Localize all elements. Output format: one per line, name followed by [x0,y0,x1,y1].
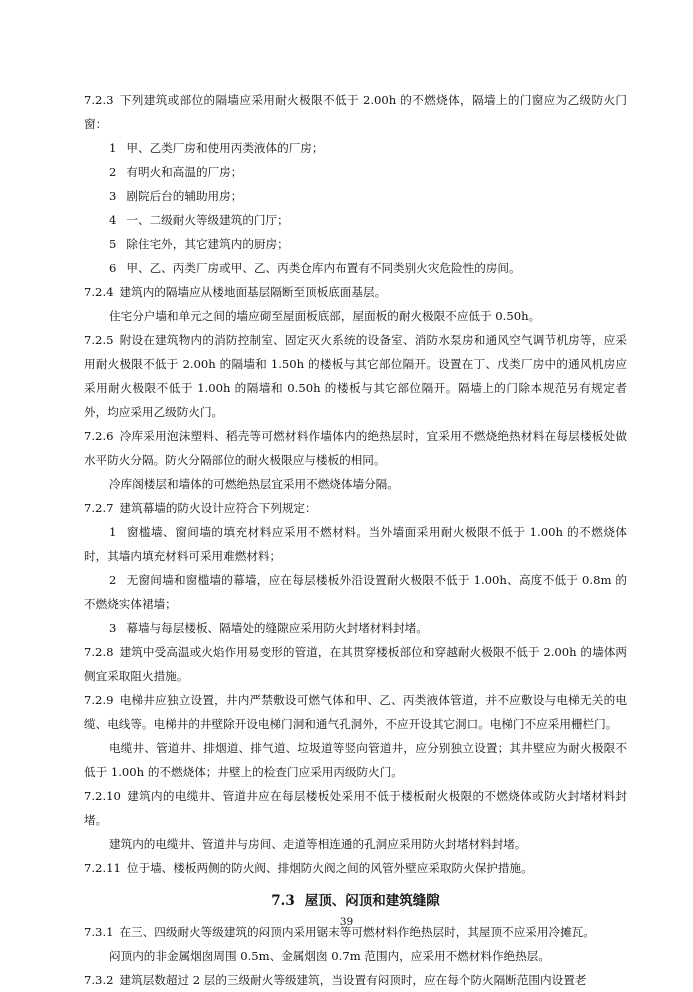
clause-7-2-8 [84,640,627,688]
clause-number: 7.2.7 [84,501,114,515]
clause-paragraph: 住宅分户墙和单元之间的墙应砌至屋面板底部，屋面板的耐火极限不应低于 0.50h。 [109,309,541,323]
clause-paragraph: 电缆井、管道井、排烟道、排气道、垃圾道等竖向管道井，应分别独立设置；其井壁应为耐火极限不低于 1.00h 的不燃烧体；井壁上的检查门应采用丙级防火门。 [84,741,627,779]
clause-number: 7.3.1 [84,925,114,939]
item-text: 剧院后台的辅助用房； [126,189,243,203]
list-item [84,160,627,184]
page-number: 39 [339,916,354,928]
item-text: 甲、乙、丙类厂房或甲、乙、丙类仓库内布置有不同类别火灾危险性的房间。 [126,261,521,275]
clause-7-2-9 [84,688,627,736]
item-number: 5 [109,237,117,251]
list-item [84,256,627,280]
clause-number: 7.2.10 [84,789,121,803]
item-text: 甲、乙类厂房和使用丙类液体的厂房； [126,141,324,155]
clause-text: 位于墙、楼板两侧的防火阀、排烟防火阀之间的风管外壁应采取防火保护措施。 [126,861,533,875]
item-number: 2 [109,165,117,179]
clause-text: 建筑幕墙的防火设计应符合下列规定： [119,501,317,515]
clause-text: 建筑内的隔墙应从楼地面基层隔断至顶板底面基层。 [119,285,387,299]
item-number: 4 [109,213,117,227]
clause-number: 7.3.2 [84,973,114,987]
clause-7-2-7 [84,496,627,520]
clause-7-3-2 [84,968,627,992]
item-text: 除住宅外，其它建筑内的厨房； [126,237,289,251]
list-item [84,184,627,208]
clause-number: 7.2.11 [84,861,121,875]
list-item [84,520,627,568]
item-text: 无窗间墙和窗槛墙的幕墙，应在每层楼板外沿设置耐火极限不低于 1.00h、高度不低于 0.8m 的不燃烧实体裙墙； [84,573,627,611]
item-number: 1 [109,141,117,155]
item-number: 2 [109,573,117,587]
item-number: 1 [109,525,117,539]
list-item [84,208,627,232]
clause-number: 7.2.5 [84,333,114,347]
clause-7-2-11 [84,856,627,880]
section-title-text: 屋顶、闷顶和建筑缝隙 [304,893,440,909]
list-item [84,136,627,160]
clause-text: 电梯井应独立设置，井内严禁敷设可燃气体和甲、乙、丙类液体管道，并不应敷设与电梯无关的电缆、电线等。电梯井的井壁除开设电梯门洞和通气孔洞外，不应开设其它洞口。电梯门不应采用栅栏门。 [84,693,627,731]
item-number: 6 [109,261,117,275]
clause-number: 7.2.8 [84,645,114,659]
clause-text: 下列建筑或部位的隔墙应采用耐火极限不低于 2.00h 的不燃烧体，隔墙上的门窗应为乙级防火门窗： [84,93,627,131]
clause-number: 7.2.4 [84,285,114,299]
clause-number: 7.2.3 [84,93,114,107]
section-number: 7.3 [271,893,295,909]
clause-number: 7.2.9 [84,693,114,707]
clause-paragraph: 冷库阁楼层和墙体的可燃绝热层宜采用不燃烧体墙分隔。 [109,477,399,491]
clause-number: 7.2.6 [84,429,114,443]
clause-text: 建筑内的电缆井、管道井应在每层楼板处采用不低于楼板耐火极限的不燃烧体或防火封堵材料封堵。 [84,789,627,827]
clause-7-2-6 [84,424,627,472]
clause-7-2-4 [84,280,627,304]
clause-paragraph: 建筑内的电缆井、管道井与房间、走道等相连通的孔洞应采用防火封堵材料封堵。 [109,837,527,851]
item-text: 窗槛墙、窗间墙的填充材料应采用不燃材料。当外墙面采用耐火极限不低于 1.00h 的不燃烧体时，其墙内填充材料可采用难燃材料； [84,525,627,563]
clause-text: 在三、四级耐火等级建筑的闷顶内采用锯末等可燃材料作绝热层时，其屋顶不应采用冷摊瓦。 [119,925,595,939]
section-heading [84,888,627,914]
item-text: 幕墙与每层楼板、隔墙处的缝隙应采用防火封堵材料封堵。 [126,621,428,635]
clause-text: 建筑中受高温或火焰作用易变形的管道，在其贯穿楼板部位和穿越耐火极限不低于 2.00h 的墙体两侧宜采取阻火措施。 [84,645,627,683]
clause-text: 附设在建筑物内的消防控制室、固定灭火系统的设备室、消防水泵房和通风空气调节机房等，应采用耐火极限不低于 2.00h 的隔墙和 1.50h 的楼板与其它部位隔开。设置在丁、戊类厂房中的通风机房应采用耐火极限不低于 1.00h 的隔墙和 0.50h 的楼板与其它部位隔开。隔墙上的门除本规范另有规定者外，均应采用乙级防火门。 [84,333,627,419]
clause-7-2-5 [84,328,627,424]
clause-paragraph: 闷顶内的非金属烟囱周围 0.5m、金属烟囱 0.7m 范围内，应采用不燃材料作绝热层。 [109,949,550,963]
item-number: 3 [109,189,117,203]
item-text: 一、二级耐火等级建筑的门厅； [126,213,289,227]
clause-7-2-10 [84,784,627,832]
list-item [84,232,627,256]
clause-7-2-3 [84,88,627,136]
item-text: 有明火和高温的厂房； [126,165,243,179]
clause-text: 冷库采用泡沫塑料、稻壳等可燃材料作墙体内的绝热层时，宜采用不燃烧绝热材料在每层楼板处做水平防火分隔。防火分隔部位的耐火极限应与楼板的相同。 [84,429,627,467]
list-item [84,616,627,640]
list-item [84,568,627,616]
clause-text: 建筑层数超过 2 层的三级耐火等级建筑，当设置有闷顶时，应在每个防火隔断范围内设置老 [119,973,587,987]
item-number: 3 [109,621,117,635]
